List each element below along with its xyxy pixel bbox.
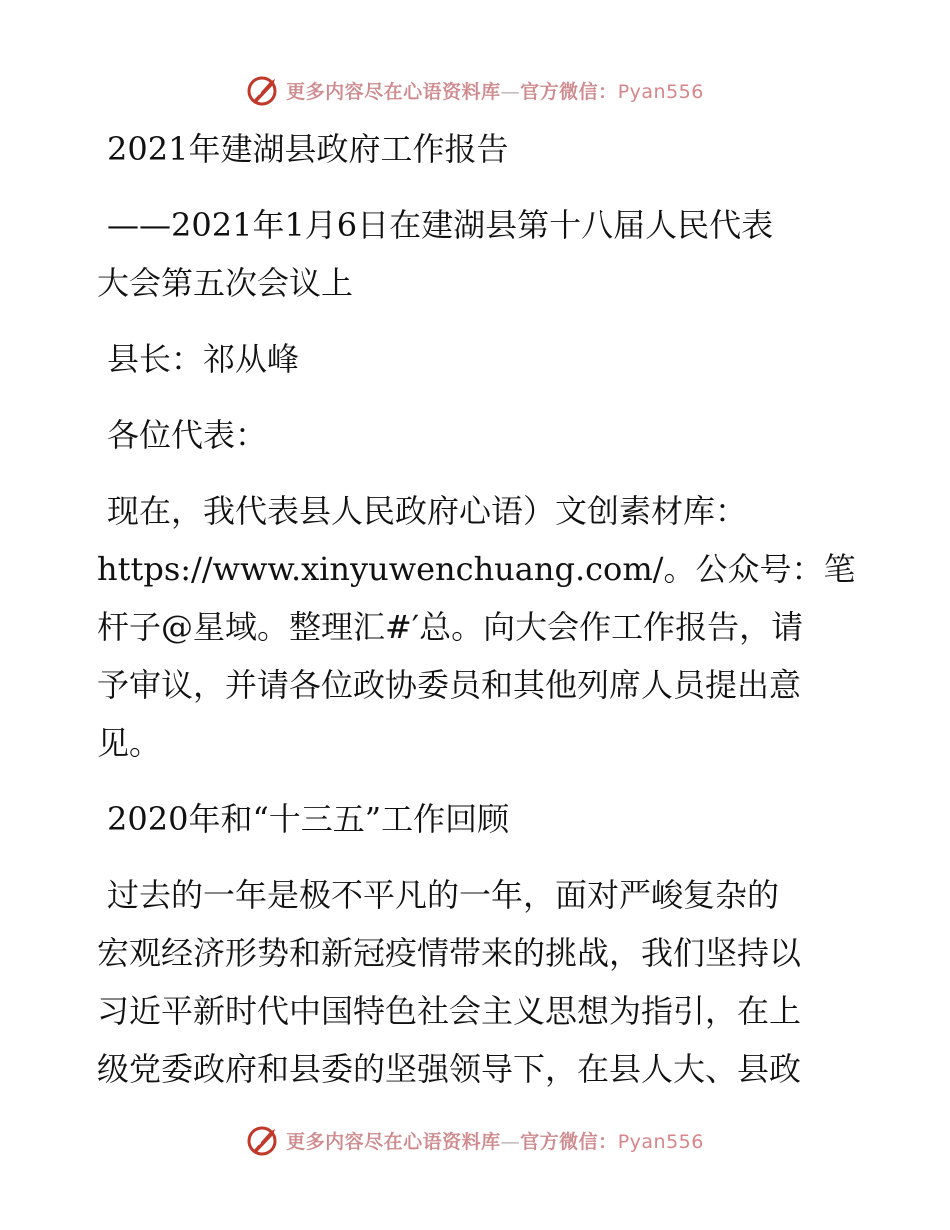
salutation: 各位代表： <box>107 416 268 454</box>
subtitle-line: ——2021年1月6日在建湖县第十八届人民代表 <box>107 206 774 244</box>
body-paragraph <box>97 866 857 1098</box>
intro-line: 现在，我代表县人民政府心语）文创素材库： <box>107 492 748 530</box>
speaker-line: 县长：祁从峰 <box>107 340 300 378</box>
document-body <box>97 120 857 1116</box>
body-line: 过去的一年是极不平凡的一年，面对严峻复杂的 <box>107 876 780 914</box>
banner-separator: — <box>500 80 521 103</box>
banner-wechat-id: Pyan556 <box>617 80 704 103</box>
footer-banner <box>0 1120 950 1160</box>
banner-inner <box>246 73 704 107</box>
section-heading: 2020年和“十三五”工作回顾 <box>107 800 510 838</box>
banner-separator: — <box>500 1130 521 1153</box>
banner-inner <box>246 1123 704 1157</box>
body-line: 级党委政府和县委的坚强领导下，在县人大、县政 <box>97 1050 802 1088</box>
banner-text <box>286 1127 704 1154</box>
intro-paragraph <box>97 482 857 772</box>
document-title: 2021年建湖县政府工作报告 <box>107 130 509 168</box>
banner-slogan: 更多内容尽在心语资料库 <box>286 80 501 103</box>
pen-logo-icon <box>246 1123 280 1157</box>
header-banner <box>0 70 950 110</box>
banner-label: 官方微信： <box>520 80 618 103</box>
banner-slogan: 更多内容尽在心语资料库 <box>286 1130 501 1153</box>
body-line: 宏观经济形势和新冠疫情带来的挑战，我们坚持以 <box>97 934 802 972</box>
banner-text <box>286 77 704 104</box>
banner-wechat-id: Pyan556 <box>617 1130 704 1153</box>
intro-line: 予审议，并请各位政协委员和其他列席人员提出意 <box>97 666 802 704</box>
pen-logo-icon <box>246 73 280 107</box>
intro-line: 杆子@星域。整理汇#′总。向大会作工作报告，请 <box>97 608 804 646</box>
intro-line: 见。 <box>97 724 162 762</box>
intro-line: https://www.xinyuwenchuang.com/。公众号：笔 <box>97 550 856 588</box>
body-line: 习近平新时代中国特色社会主义思想为指引，在上 <box>97 992 802 1030</box>
subtitle-line: 大会第五次会议上 <box>97 264 354 302</box>
document-subtitle <box>97 196 857 312</box>
banner-label: 官方微信： <box>520 1130 618 1153</box>
